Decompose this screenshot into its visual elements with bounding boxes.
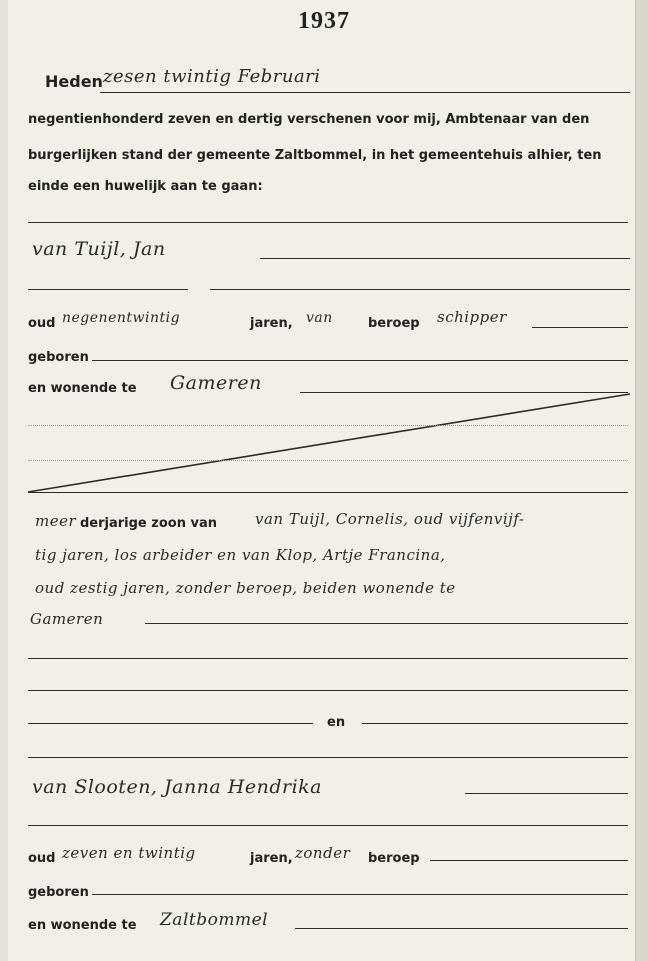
oud-label: oud [28, 851, 56, 866]
beroep-label: beroep [368, 316, 420, 331]
handwritten-date: zesen twintig Februari [103, 66, 321, 87]
zoon-label: derjarige zoon van [80, 516, 217, 531]
rule-line [28, 222, 628, 223]
wonende-label: en wonende te [28, 918, 137, 933]
groom-residence: Gameren [170, 372, 262, 394]
geboren-label: geboren [28, 350, 89, 365]
groom-parents-line-1: van Tuijl, Cornelis, oud vijfenvijf- [255, 510, 525, 528]
bride-name: van Slooten, Janna Hendrika [32, 776, 323, 798]
groom-parents-line-3: oud zestig jaren, zonder beroep, beiden wonende te [35, 579, 456, 597]
rule-line [532, 327, 628, 328]
groom-parents-line-4: Gameren [30, 610, 104, 628]
rule-line [28, 825, 628, 826]
bride-occupation: zonder [295, 844, 351, 862]
preamble-line-2: negentienhonderd zeven en dertig verschenen voor mij, Ambtenaar van den [28, 112, 590, 127]
register-year: 1937 [298, 8, 350, 34]
en-separator: en [327, 715, 346, 730]
bride-residence: Zaltbommel [160, 910, 269, 930]
rule-line [210, 289, 630, 290]
rule-line [145, 623, 628, 624]
rule-line [92, 360, 628, 361]
rule-line [28, 723, 313, 724]
heden-label: Heden [45, 72, 103, 91]
groom-parents-line-2: tig jaren, los arbeider en van Klop, Artje Francina, [35, 546, 446, 564]
bride-age: zeven en twintig [62, 844, 196, 862]
rule-line [100, 92, 630, 93]
rule-line [28, 289, 188, 290]
preamble-line-3: burgerlijken stand der gemeente Zaltbommel, in het gemeentehuis alhier, ten [28, 148, 602, 163]
rule-line [28, 757, 628, 758]
dotted-rule [28, 460, 628, 461]
dotted-rule [28, 425, 628, 426]
rule-line [28, 690, 628, 691]
rule-line [430, 860, 628, 861]
beroep-label: beroep [368, 851, 420, 866]
rule-line [465, 793, 628, 794]
rule-line [300, 392, 628, 393]
rule-line [28, 492, 628, 493]
rule-line [260, 258, 630, 259]
preamble-line-4: einde een huwelijk aan te gaan: [28, 179, 263, 194]
groom-occupation: schipper [437, 308, 507, 326]
rule-line [362, 723, 628, 724]
cancel-diagonal-line [28, 394, 630, 492]
groom-parents-meer: meer [35, 512, 77, 530]
wonende-label: en wonende te [28, 381, 137, 396]
rule-line [92, 894, 628, 895]
rule-line [295, 928, 628, 929]
jaren-label: jaren, [250, 316, 293, 331]
oud-label: oud [28, 316, 56, 331]
groom-van: van [306, 310, 333, 326]
rule-line [28, 658, 628, 659]
jaren-label: jaren, [250, 851, 293, 866]
groom-name: van Tuijl, Jan [32, 238, 166, 260]
geboren-label: geboren [28, 885, 89, 900]
groom-age: negenentwintig [62, 310, 181, 326]
